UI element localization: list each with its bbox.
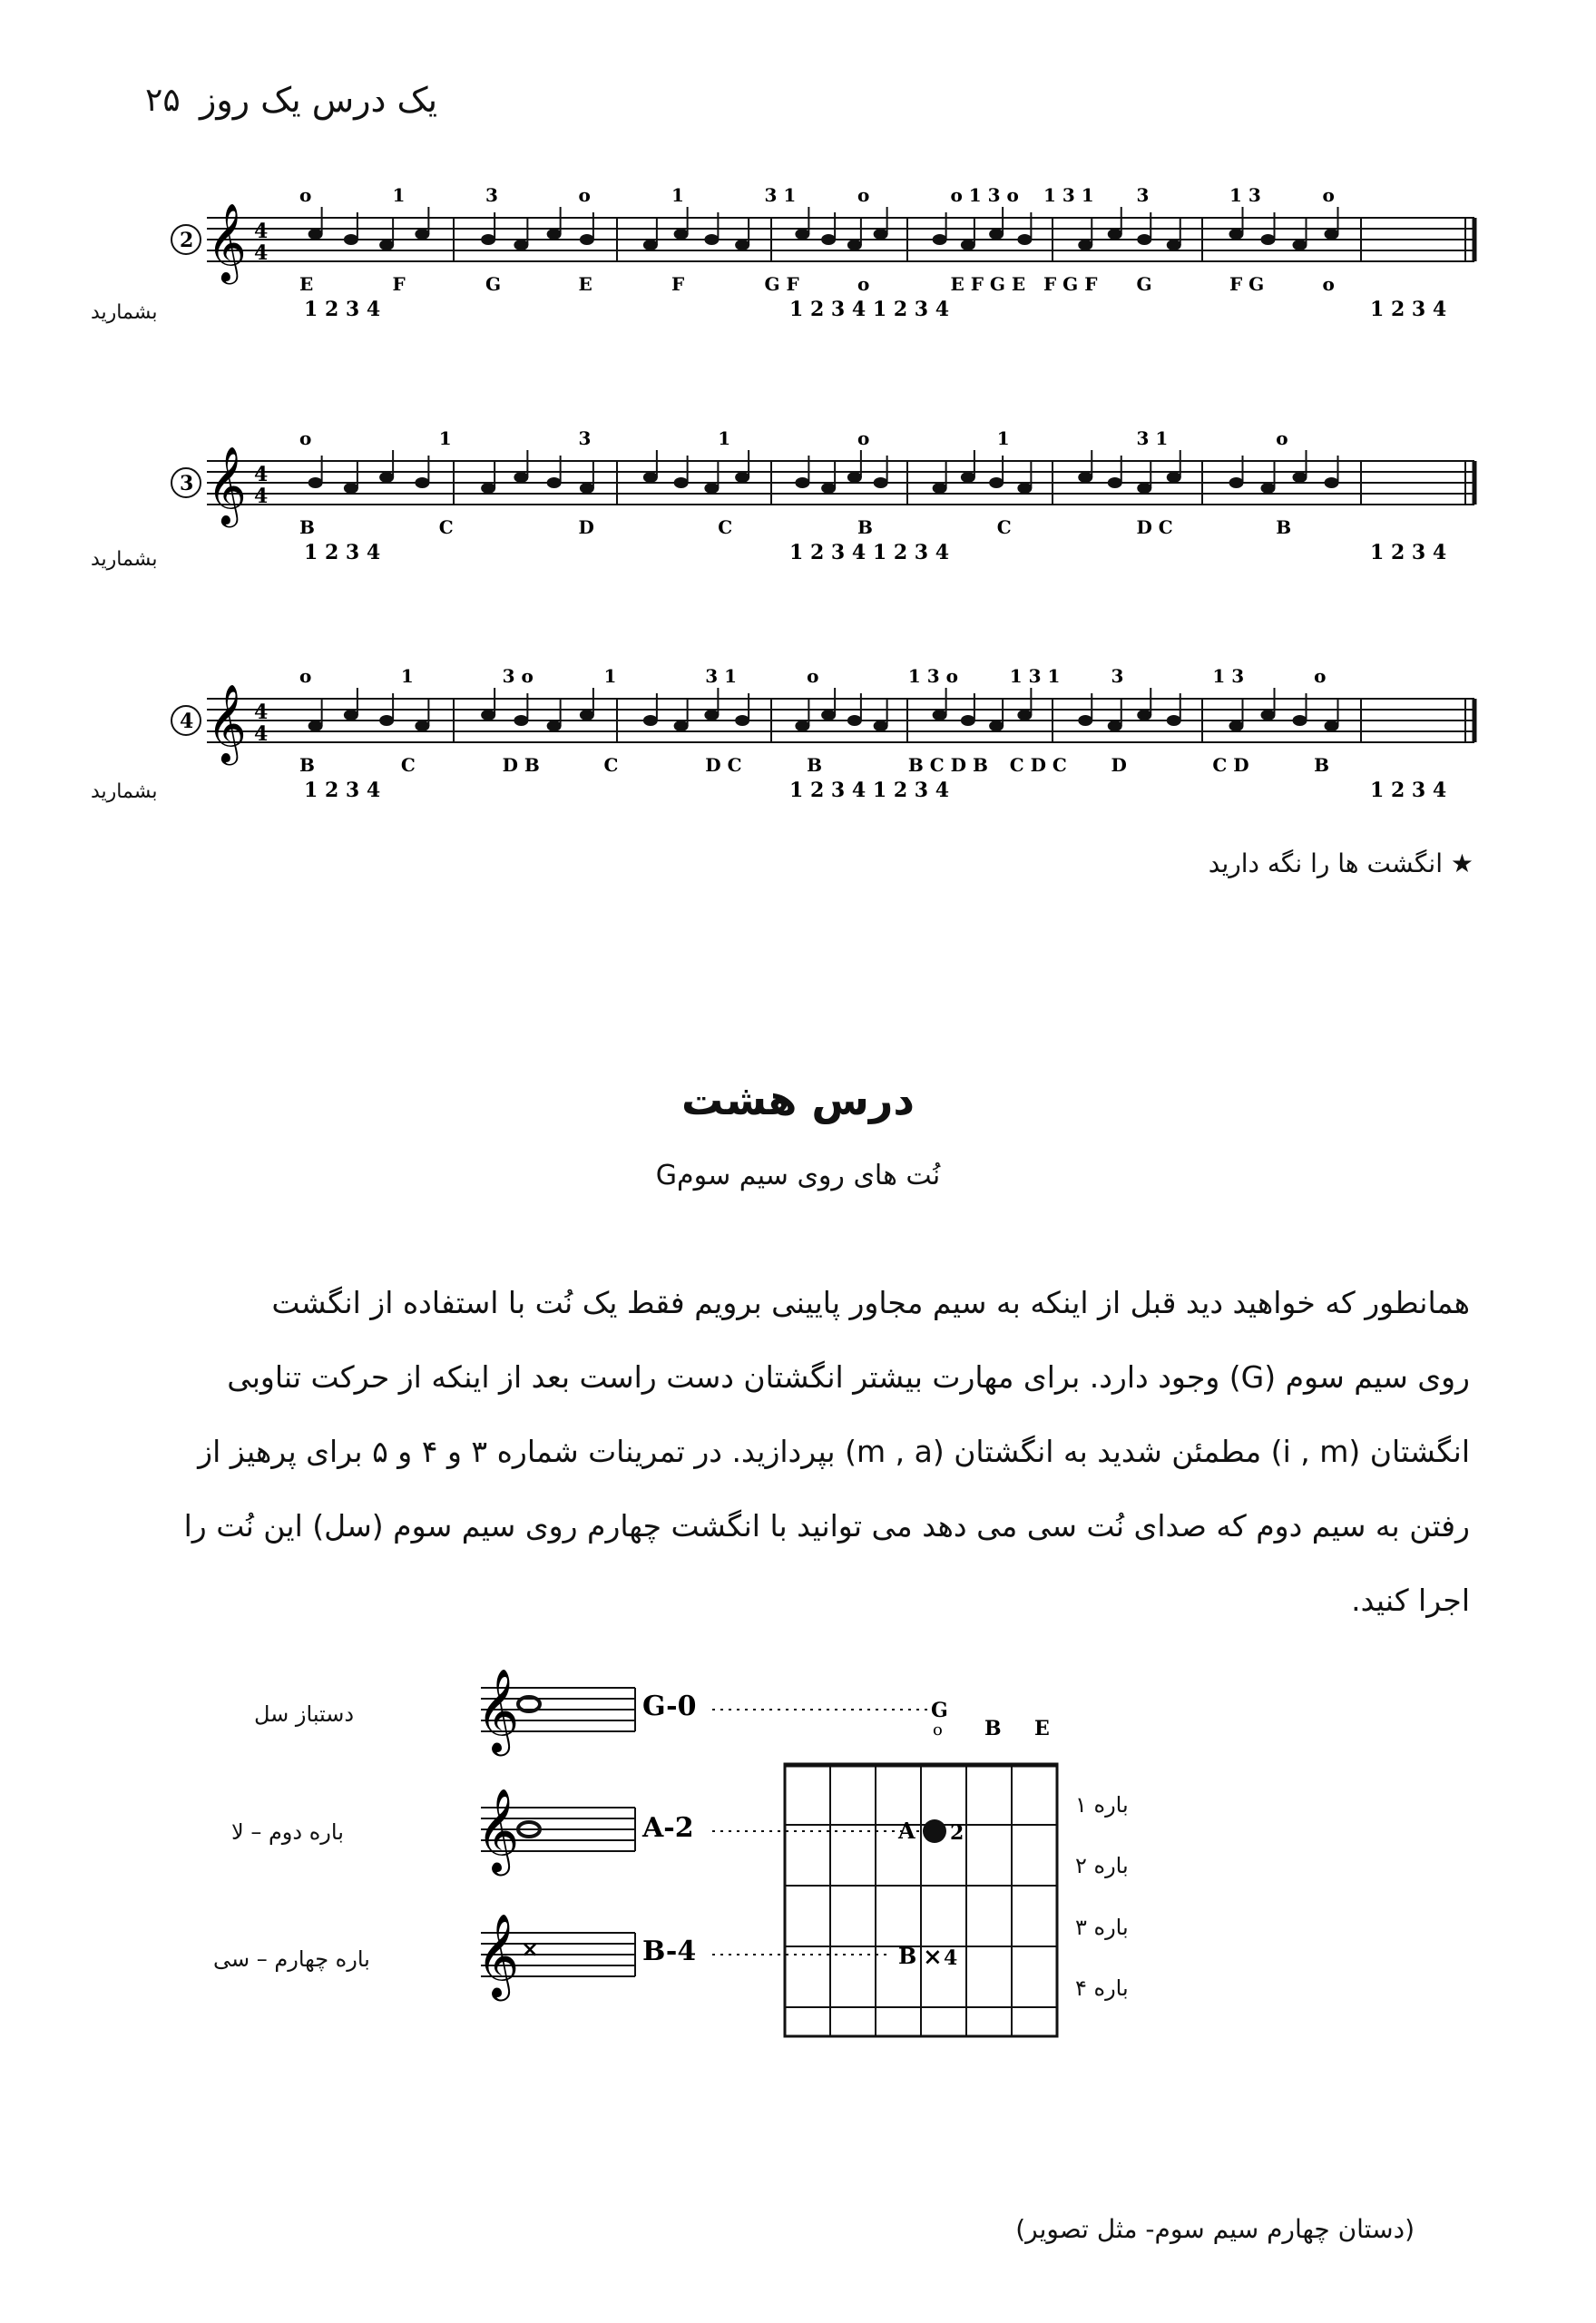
note-head (580, 483, 594, 494)
note-head (821, 710, 836, 720)
dot-label-b: B (898, 1943, 917, 1969)
note-head (415, 229, 429, 240)
note-head (1293, 715, 1307, 726)
staff-label-b: باره چهارم – سی (213, 1946, 370, 1972)
note-head (1017, 483, 1032, 494)
note-head (481, 483, 495, 494)
finger-number: 3 (578, 427, 592, 449)
note-name: D B (502, 754, 540, 776)
fret-label-2: باره ۲ (1075, 1853, 1129, 1878)
note-head (1229, 477, 1244, 488)
footnote: ★ انگشت ها را نگه دارید (1208, 848, 1474, 878)
note-head (1261, 710, 1276, 720)
paragraph-line: انگشتان (i , m) مطمئن شدید به انگشتان (m , a) بپردازید. در تمرینات شماره ۳ و ۴ و ۵ برای پرهیز از (198, 1434, 1470, 1469)
note-head (643, 715, 658, 726)
finger-number: o (1322, 184, 1335, 206)
count-numbers: 1 2 3 4 1 2 3 4 (789, 541, 950, 564)
note-head (795, 477, 809, 488)
finger-number: o (299, 427, 312, 449)
note-name: B (299, 516, 315, 538)
finger-number: o (857, 184, 870, 206)
music-exercises (0, 0, 1596, 853)
note-head (1167, 715, 1181, 726)
finger-number: 3 1 (1136, 427, 1169, 449)
note-head (989, 477, 1004, 488)
note-name: F (671, 273, 685, 295)
note-head (874, 477, 888, 488)
note-head (847, 715, 862, 726)
dot-label-4: 4 (944, 1946, 958, 1970)
note-head (821, 483, 836, 494)
time-signature-top: 4 (254, 463, 269, 486)
note-name: F G (1229, 273, 1265, 295)
fretboard-diagram (0, 1652, 1596, 2060)
count-numbers: 1 2 3 4 (1370, 541, 1447, 564)
finger-number: 3 1 (705, 665, 738, 687)
note-head (547, 720, 562, 731)
finger-number: 1 3 (1212, 665, 1245, 687)
lesson-subtitle: نُت های روی سیم سومG (655, 1160, 941, 1191)
note-head (1078, 472, 1092, 483)
note-name: C D (1212, 754, 1249, 776)
note-name: C (400, 754, 416, 776)
exercise-number: 4 (180, 710, 194, 733)
note-head (1325, 229, 1339, 240)
note-head (580, 710, 594, 720)
note-name: D (1111, 754, 1127, 776)
note-head (735, 472, 749, 483)
note-head (933, 710, 947, 720)
time-signature-top: 4 (254, 220, 269, 243)
dot-label-a: A (898, 1818, 915, 1844)
finger-number: 3 (1111, 665, 1124, 687)
count-numbers: 1 2 3 4 (304, 541, 381, 564)
diagram-caption: (دستان چهارم سیم سوم- مثل تصویر) (1015, 2214, 1415, 2244)
note-head (308, 720, 323, 731)
note-name: C (603, 754, 619, 776)
paragraph-line: اجرا کنید. (1351, 1583, 1470, 1618)
finger-number: 1 (392, 184, 406, 206)
note-head (308, 229, 323, 240)
note-head (674, 477, 689, 488)
note-head (643, 240, 658, 250)
note-label-g: G-0 (642, 1691, 697, 1722)
finger-number: o (299, 184, 312, 206)
note-head (1167, 240, 1181, 250)
note-head (874, 720, 888, 731)
finger-number: 1 (438, 427, 452, 449)
note-head (514, 240, 528, 250)
dot-label-2: 2 (950, 1821, 964, 1845)
note-head (735, 240, 749, 250)
note-head (1261, 234, 1276, 245)
note-head (547, 477, 562, 488)
note-head (643, 472, 658, 483)
note-head (1108, 229, 1122, 240)
time-signature-bottom: 4 (254, 722, 269, 746)
string-label-b: B (984, 1717, 1002, 1740)
note-head (481, 710, 495, 720)
exercise-number: 3 (180, 472, 194, 495)
note-head (989, 229, 1004, 240)
note-head (961, 240, 975, 250)
note-name: G F (764, 273, 799, 295)
note-name: C (438, 516, 454, 538)
note-head (674, 720, 689, 731)
note-head (795, 720, 809, 731)
note-name: B C D B (907, 754, 988, 776)
note-head (704, 483, 719, 494)
note-label-b: B-4 (642, 1936, 697, 1967)
finger-number: 1 3 1 (1009, 665, 1061, 687)
note-name: o (857, 273, 870, 295)
exercise-2-count-label: بشمارید (91, 301, 158, 324)
finger-number: 1 (996, 427, 1010, 449)
count-numbers: 1 2 3 4 (1370, 298, 1447, 321)
note-head (1325, 720, 1339, 731)
note-head (1229, 229, 1244, 240)
note-head (415, 477, 429, 488)
treble-clef-icon: 𝄞 (207, 203, 247, 281)
treble-clef-icon: 𝄞 (476, 1788, 520, 1872)
string-label-g: G (931, 1699, 948, 1722)
note-name: B (1276, 516, 1292, 538)
staff-label-g: دستباز سل (254, 1701, 355, 1727)
note-name: B (807, 754, 822, 776)
note-head (1325, 477, 1339, 488)
staff-a (476, 1788, 935, 1876)
note-head (1293, 472, 1307, 483)
note-head (821, 234, 836, 245)
note-head (344, 234, 358, 245)
note-head (1078, 240, 1092, 250)
note-head (1167, 472, 1181, 483)
finger-number: 1 3 (1229, 184, 1261, 206)
staff-label-a: باره دوم – لا (231, 1819, 344, 1845)
staff-b (476, 1913, 889, 2001)
count-numbers: 1 2 3 4 (304, 298, 381, 321)
note-name: F G F (1043, 273, 1098, 295)
finger-number: o (807, 665, 819, 687)
exercise-3-count-label: بشمارید (91, 548, 158, 571)
treble-clef-icon: 𝄞 (207, 684, 247, 762)
note-head (1078, 715, 1092, 726)
lesson-paragraph (136, 1266, 1470, 1638)
finger-number: 1 3 o (907, 665, 959, 687)
note-head (933, 234, 947, 245)
exercise-number: 2 (180, 229, 194, 252)
note-head (308, 477, 323, 488)
note-head (1137, 234, 1151, 245)
note-head (514, 472, 528, 483)
note-head (704, 234, 719, 245)
note-name: B (299, 754, 315, 776)
note-name: E (578, 273, 592, 295)
note-head (481, 234, 495, 245)
paragraph-line: همانطور که خواهید دید قبل از اینکه به سیم مجاور پایینی برویم فقط یک نُت با استفاده از انگشت (271, 1285, 1470, 1320)
count-numbers: 1 2 3 4 (1370, 779, 1447, 802)
finger-number: o (1314, 665, 1327, 687)
note-head (674, 229, 689, 240)
note-head (344, 483, 358, 494)
note-head (547, 229, 562, 240)
finger-number: o (1276, 427, 1288, 449)
finger-number: o 1 3 o (950, 184, 1019, 206)
finger-number: 1 (400, 665, 414, 687)
treble-clef-icon: 𝄞 (207, 446, 247, 524)
finger-number: o (299, 665, 312, 687)
note-name: B (857, 516, 873, 538)
open-string-marker: o (933, 1720, 943, 1740)
note-head (961, 715, 975, 726)
note-name: o (1322, 273, 1335, 295)
fret-label-4: باره ۴ (1075, 1975, 1129, 2001)
finger-number: 1 (603, 665, 617, 687)
note-head (514, 715, 528, 726)
note-head (847, 240, 862, 250)
note-name: C (718, 516, 733, 538)
note-head (415, 720, 429, 731)
finger-number: 1 3 1 (1043, 184, 1094, 206)
finger-number: 1 (718, 427, 731, 449)
note-head (1108, 477, 1122, 488)
note-head (1293, 240, 1307, 250)
note-name: B (1314, 754, 1330, 776)
note-name: D C (1136, 516, 1173, 538)
finger-x-icon: × (923, 1944, 943, 1971)
fretboard-grid (785, 1764, 1057, 2036)
paragraph-line: رفتن به سیم دوم که صدای نُت سی می دهد می توانید با انگشت چهارم روی سیم سوم (سل) این نُت را (183, 1508, 1470, 1544)
finger-number: 3 (485, 184, 498, 206)
note-head (1229, 720, 1244, 731)
note-name: D C (705, 754, 742, 776)
note-name: E F G E (950, 273, 1026, 295)
note-head (795, 229, 809, 240)
finger-number: o (857, 427, 870, 449)
string-label-e: E (1034, 1717, 1050, 1740)
note-head (379, 240, 394, 250)
finger-number: 3 1 (764, 184, 797, 206)
time-signature-bottom: 4 (254, 241, 269, 265)
treble-clef-icon: 𝄞 (476, 1668, 520, 1752)
fret-label-1: باره ۱ (1075, 1792, 1129, 1818)
time-signature-bottom: 4 (254, 485, 269, 508)
note-head (1017, 710, 1032, 720)
note-head (847, 472, 862, 483)
note-name: F (392, 273, 406, 295)
note-name: G (1136, 273, 1152, 295)
note-name: C (996, 516, 1012, 538)
note-head (1137, 710, 1151, 720)
staff-g (476, 1668, 935, 1756)
count-numbers: 1 2 3 4 (304, 779, 381, 802)
finger-number: o (578, 184, 591, 206)
finger-number: 3 o (502, 665, 534, 687)
lesson-title: درس هشت (681, 1075, 915, 1124)
note-head (704, 710, 719, 720)
note-head (344, 710, 358, 720)
fret-label-3: باره ۳ (1075, 1915, 1129, 1940)
note-head (580, 234, 594, 245)
note-head (1017, 234, 1032, 245)
count-numbers: 1 2 3 4 1 2 3 4 (789, 779, 950, 802)
note-head (961, 472, 975, 483)
note-head (1261, 483, 1276, 494)
x-note-icon: × (521, 1936, 540, 1962)
page-number: ۲۵ (145, 82, 181, 119)
note-head (874, 229, 888, 240)
finger-dot-icon (923, 1819, 946, 1843)
note-head (1137, 483, 1151, 494)
exercise-4-count-label: بشمارید (91, 780, 158, 803)
paragraph-line: روی سیم سوم (G) وجود دارد. برای مهارت بیشتر انگشتان دست راست بعد از اینکه از حرکت تناوبی (227, 1359, 1470, 1395)
note-name: G (485, 273, 502, 295)
finger-number: 1 (671, 184, 684, 206)
time-signature-top: 4 (254, 701, 269, 724)
note-head (1108, 720, 1122, 731)
book-title: یک درس یک روز (200, 80, 438, 120)
finger-number: 3 (1136, 184, 1150, 206)
note-label-a: A-2 (642, 1812, 694, 1844)
note-name: C D C (1009, 754, 1067, 776)
note-head (379, 472, 394, 483)
note-head (735, 715, 749, 726)
treble-clef-icon: 𝄞 (476, 1913, 520, 1997)
note-head (379, 715, 394, 726)
count-numbers: 1 2 3 4 1 2 3 4 (789, 298, 950, 321)
note-head (989, 720, 1004, 731)
note-name: E (299, 273, 314, 295)
note-head (933, 483, 947, 494)
note-name: D (578, 516, 594, 538)
